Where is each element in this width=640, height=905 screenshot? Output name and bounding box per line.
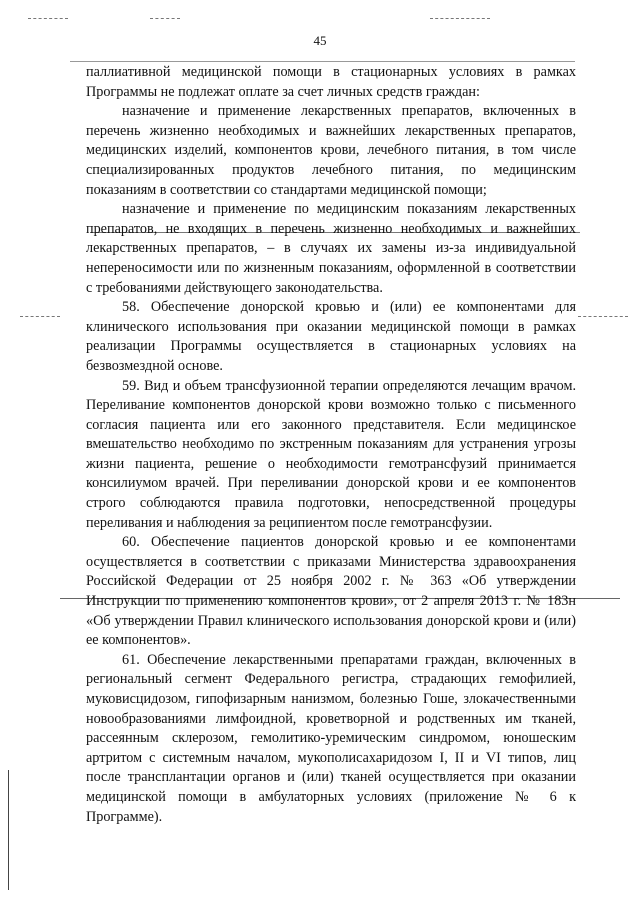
paragraph-60: 60. Обеспечение пациентов донорской кровью и ее компонентами осуществляется в соответствии с приказами Министерства здравоохранения Российской Федерации от 25 ноября 2002 г. № 363 «Об утверждении Инструкции по применению компонентов крови», от 2 апреля 2013 г. № 183н «Об утверждении Правил клинического использования донорской крови и (или) ее компонентов». xyxy=(86,534,576,649)
paragraph-list-item-1: назначение и применение лекарственных препаратов, включенных в перечень жизненно необходимых и важнейших лекарственных препаратов, медицинских изделий, компонентов крови, лечебного питания, в том числе специализированных продуктов лечебного питания, по медицинским показаниям в соответствии со стандартами медицинской помощи; xyxy=(86,103,576,198)
document-body xyxy=(86,63,576,827)
paragraph-59: 59. Вид и объем трансфузионной терапии определяются лечащим врачом. Переливание компонентов донорской крови возможно только с письменного согласия пациента или его законного представителя. Если медицинское вмешательство необходимо по экстренным показаниям для устранения угрозы жизни пациента, решение о необходимости гемотрансфузий принимается консилиумом врачей. При переливании донорской крови и ее компонентов строго соблюдаются правила подготовки, непосредственной процедуры переливания и наблюдения за реципиентом после гемотрансфузии. xyxy=(86,377,576,531)
scan-artifact-top-right xyxy=(430,18,490,19)
scan-artifact-top-left xyxy=(28,18,68,19)
scan-artifact-top-mid xyxy=(150,18,180,19)
scan-margin-bar xyxy=(8,770,9,890)
paragraph-61: 61. Обеспечение лекарственными препаратами граждан, включенных в региональный сегмент Федерального регистра, страдающих гемофилией, муковисцидозом, гипофизарным нанизмом, болезнью Гоше, злокачественными новообразованиями лимфоидной, кроветворной и родственных им тканей, рассеянным склерозом, гемолитико-уремическим синдромом, юношеским артритом с системным началом, мукополисахаридозом I, II и VI типов, лиц после трансплантации органов и (или) тканей осуществляется при оказании медицинской помощи в амбулаторных условиях (приложение № 6 к Программе). xyxy=(86,651,576,825)
scan-artifact-line-2 xyxy=(20,316,60,317)
paragraph-palliative-continued: паллиативной медицинской помощи в стационарных условиях в рамках Программы не подлежат оплате за счет личных средств граждан: xyxy=(86,64,576,100)
paragraph-list-item-2: назначение и применение по медицинским показаниям лекарственных препаратов, не входящих в перечень жизненно необходимых и важнейших лекарственных препаратов, – в случаях их замены из-за индивидуальной непереносимости или по жизненным показаниям, оформленной в соответствии с требованиями действующего законодательства. xyxy=(86,201,576,296)
scan-artifact-line-3 xyxy=(578,316,628,317)
scan-artifact-line-header xyxy=(70,61,575,62)
page-number: 45 xyxy=(313,33,327,48)
paragraph-58: 58. Обеспечение донорской кровью и (или) ее компонентами для клинического использования при оказании медицинской помощи в рамках реализации Программы осуществляется в стационарных условиях на безвозмездной основе. xyxy=(86,299,576,374)
